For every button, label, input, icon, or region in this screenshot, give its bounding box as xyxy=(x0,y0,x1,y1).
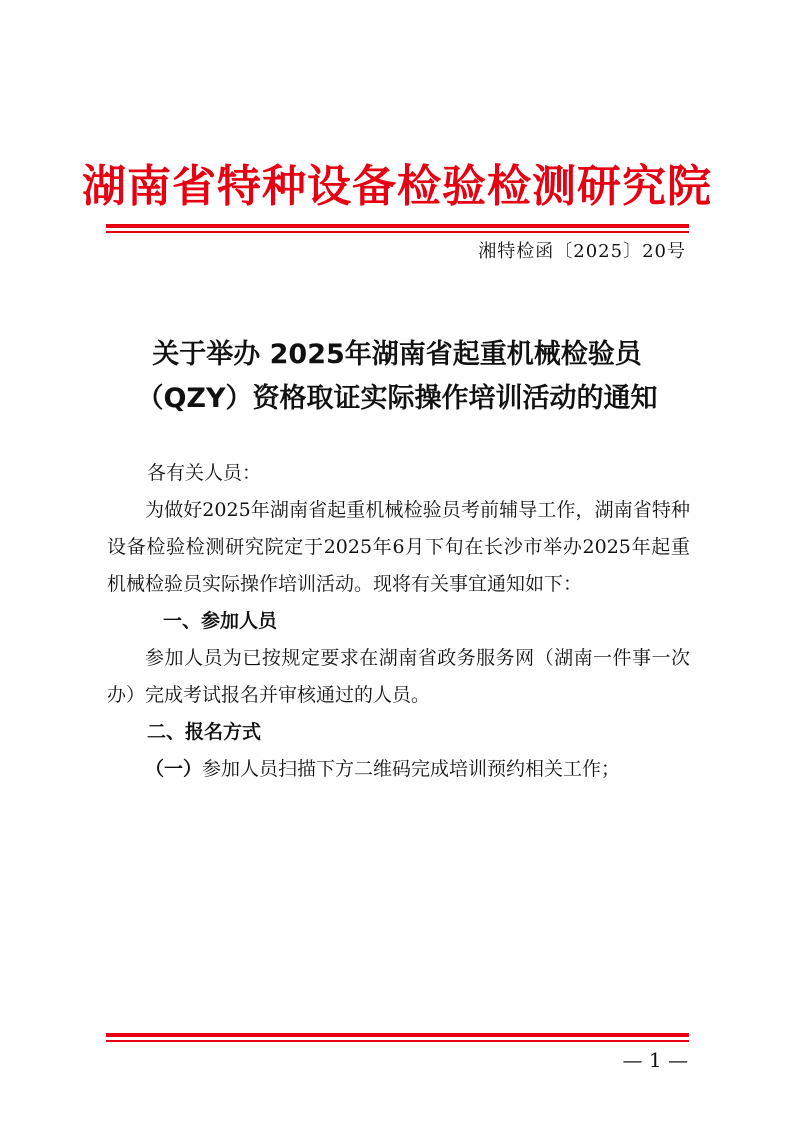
item1-label: （一） xyxy=(145,758,203,780)
notice-title-line2: （QZY）资格取证实际操作培训活动的通知 xyxy=(136,383,658,414)
notice-title-line1: 关于举办 2025年湖南省起重机械检验员 xyxy=(152,339,642,370)
footer-rule-thick xyxy=(106,1033,689,1037)
intro-paragraph: 为做好2025年湖南省起重机械检验员考前辅导工作，湖南省特种设备检验检测研究院定于2025年6月下旬在长沙市举办2025年起重机械检验员实际操作培训活动。现将有关事宜通知如下： xyxy=(107,499,690,595)
doc-number: 湘特检函〔2025〕20号 xyxy=(478,241,686,262)
notice-title xyxy=(0,333,794,421)
item1-text: 参加人员扫描下方二维码完成培训预约相关工作； xyxy=(202,758,621,780)
footer-rule-thin xyxy=(106,1040,689,1042)
org-name-header: 湖南省特种设备检验检测研究院 xyxy=(82,161,712,212)
header-rule-thick xyxy=(106,224,689,228)
item1-paragraph xyxy=(107,751,690,788)
section2-heading: 二、报名方式 xyxy=(147,721,262,743)
notice-body xyxy=(107,455,690,788)
page-number: — 1 — xyxy=(622,1048,688,1072)
header-rule-thin xyxy=(106,231,689,233)
section1-text: 参加人员为已按规定要求在湖南省政务服务网（湖南一件事一次办）完成考试报名并审核通过的人员。 xyxy=(107,647,690,706)
section1-heading: 一、参加人员 xyxy=(163,610,278,632)
salutation: 各有关人员： xyxy=(147,462,262,484)
